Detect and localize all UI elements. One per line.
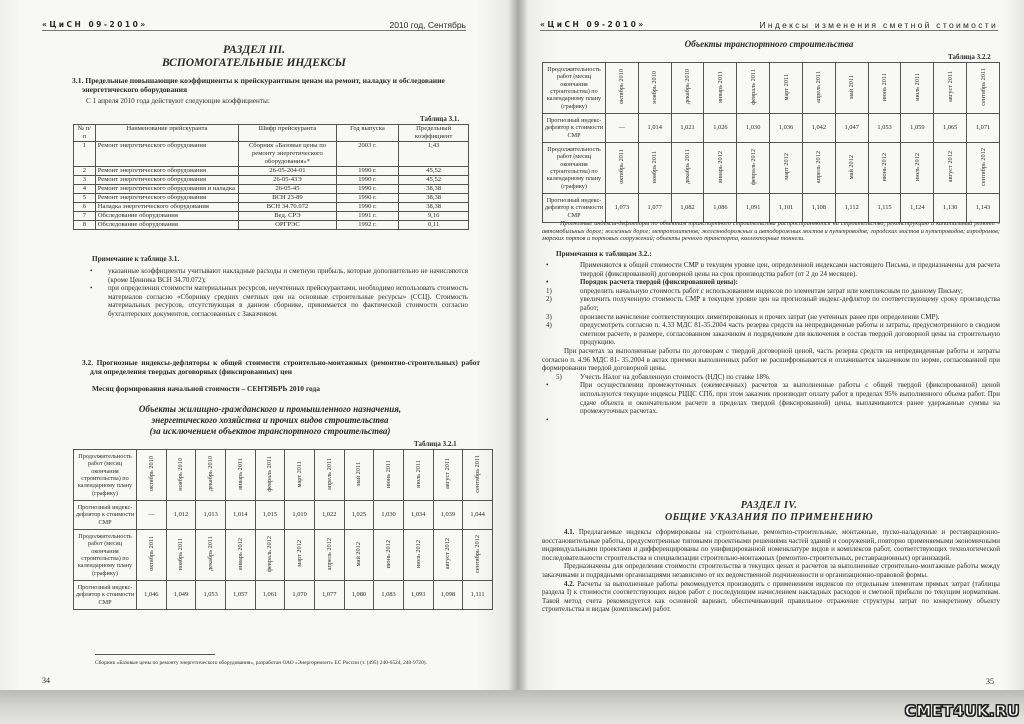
month-label: сентябрь 2011 (474, 454, 482, 493)
month-cell (704, 63, 737, 114)
table-cell: 45,52 (399, 167, 469, 176)
section-subtitle: ВСПОМОГАТЕЛЬНЫЕ ИНДЕКСЫ (162, 57, 346, 69)
index-value: 1,034 (403, 501, 433, 530)
row-label-period: Продолжительность работ (месяц окончания строительства) по календарному плану (графику) (543, 143, 606, 194)
month-label: сентябрь 2012 (474, 534, 482, 573)
index-value: 1,065 (934, 114, 967, 143)
section4-body (542, 528, 1000, 614)
index-value: 1,086 (704, 194, 737, 223)
month-cell (166, 530, 196, 581)
series-label: «ЦиСН 09-2010» (540, 20, 646, 29)
month-label: июнь 2012 (881, 152, 889, 182)
index-value: 1,030 (737, 114, 770, 143)
paragraph-4-1 (542, 528, 1000, 562)
period-row (74, 530, 493, 581)
s32-title: 3.2. Прогнозные индексы-дефляторы к общей стоимости строительно-монтажных (ремонтно-строительных) работ для определения твердых договорных (фиксированных) цен (82, 358, 480, 376)
table-cell: Ремонт энергетического оборудования (95, 142, 239, 167)
month-label: декабрь 2010 (207, 456, 215, 492)
month-cell (255, 450, 285, 501)
month-cell (835, 63, 868, 114)
scan-bottom-edge (0, 690, 1024, 724)
table-row (74, 167, 469, 176)
month-label: декабрь 2010 (684, 69, 692, 105)
transport-note: Прогнозные индексы-дефляторы по объектам транспортного строительства распространяются на строительство, реконструкцию и капитальный ремонт – автомобильных дорог; железных дорог; метрополитенов; железнодорожных и автодорожных мостов и путепроводов; городских мостов и путепроводов; аэродромов; морских портов и портовых сооружений; объекты речного транспорта, коллекторные тоннели. (542, 220, 1000, 243)
right-running-header (540, 20, 998, 31)
month-cell (374, 450, 404, 501)
note31-item: • указанные коэффициенты учитывают накладные расходы и сметную прибыль, которые дополнительно не начисляются (кроме Ценника ВСН 34.70.072); (90, 267, 468, 284)
month-label: июль 2011 (913, 72, 921, 101)
section4-title: РАЗДЕЛ IV. (740, 500, 798, 511)
month-label: ноябрь 2011 (177, 537, 185, 571)
month-cell (314, 530, 344, 581)
month-label: октябрь 2010 (618, 69, 626, 105)
row-label-period: Продолжительность работ (месяц окончания строительства) по календарному плану (графику) (74, 530, 137, 581)
table-cell: 4 (74, 185, 96, 194)
month-cell (166, 450, 196, 501)
table-3-2-1 (73, 449, 493, 610)
table-cell: 26-05-204-01 (239, 167, 336, 176)
table-3-1 (73, 124, 469, 230)
row-label-index: Прогнозный индекс-дефлятор к стоимости СМР (74, 501, 137, 530)
notes32-body (542, 261, 1000, 425)
month-cell (638, 63, 671, 114)
objects-line: энергетического хозяйства и прочих видов строительства (151, 415, 389, 425)
index-value: 1,012 (166, 501, 196, 530)
page-number-right: 35 (986, 677, 994, 686)
month-label: май 2011 (848, 74, 856, 99)
month-cell (285, 450, 315, 501)
table-cell: Вед. СРЭ (239, 212, 336, 221)
table-cell: 38,38 (399, 203, 469, 212)
index-value: 1,130 (934, 194, 967, 223)
order-step (542, 373, 1000, 382)
row-label-index: Прогнозный индекс-дефлятор к стоимости СМР (543, 194, 606, 223)
month-cell (137, 450, 167, 501)
watermark: СMET4UK.RU (904, 702, 1020, 720)
order-steps (542, 287, 1000, 347)
index-value: 1,091 (737, 194, 770, 223)
month-cell (196, 450, 226, 501)
table-row (74, 221, 469, 230)
month-cell (344, 530, 374, 581)
index-value: — (137, 501, 167, 530)
column-header: Год выпуска (336, 125, 399, 142)
note31-item-text: указанные коэффициенты учитывают накладные расходы и сметную прибыль, которые дополнительно не начисляются (кроме Ценника ВСН 34.70.072); (108, 267, 468, 284)
note31-item-text: при определении стоимости материальных ресурсов, неучтенных прейскурантами, необходимо использовать стоимость материалов согласно «Сборнику средних сметных цен на основные строительные ресурсы» (ССЦ). Стоимость материальных ресурсов, отсутствующая в данном сборнике, принимается по фактической стоимости согласно бухгалтерских документов, согласованных с Заказчиком. (108, 284, 468, 318)
month-label: февраль 2012 (266, 535, 274, 572)
column-header: № п/п (74, 125, 96, 142)
index-value: 1,108 (802, 194, 835, 223)
table-cell: 26-05-45 (239, 185, 336, 194)
order-heading: • Порядок расчета твердой (фиксированной цены): (546, 278, 738, 287)
period-row (74, 450, 493, 501)
table-cell: ВСН 34.70.072 (239, 203, 336, 212)
order-title: Порядок расчета твердой (фиксированной цены): (580, 278, 738, 287)
month-label: февраль 2011 (749, 68, 757, 105)
row-label-period: Продолжительность работ (месяц окончания строительства) по календарному плану (графику) (74, 450, 137, 501)
para-text: Предлагаемые индексы сформированы на строительные, ремонтно-строительные, монтажные, пуско-наладочные и реставрационно-восстановительные работы, предусмотренные типовыми проектными решениями частей зданий и сооружений, повторно применяемыми экономичными индивидуальными проектами и дифференцированы по унифицированной номенклатуре видов и комплексов работ, соответствующих технологической последовательности строительства и специализации строительно-монтажных (ремонтно-строительных, реставрационных) организаций. (542, 528, 1000, 562)
month-cell (344, 450, 374, 501)
index-value: 1,021 (671, 114, 704, 143)
table-cell: Обследование оборудования (95, 212, 239, 221)
table-cell: 6 (74, 203, 96, 212)
s32-objects-heading (70, 404, 470, 437)
table-header-row (74, 125, 469, 142)
column-header: Шифр прейскуранта (239, 125, 336, 142)
footnote: Сборник «Базовые цены по ремонту энергетического оборудования», разработан ОАО «Энергоремонт» ЕС России (т. (495) 240-6524, 240-9720). (95, 660, 427, 666)
month-label: май 2011 (355, 461, 363, 486)
left-page (0, 0, 518, 700)
month-label: июнь 2012 (385, 539, 393, 569)
order-step (542, 287, 1000, 296)
step-text: произвести начисление соответствующих лимитированных и прочих затрат (не учтенных ранее при определении СМР). (580, 312, 940, 321)
row-label-period: Продолжительность работ (месяц окончания строительства) по календарному плану (графику) (543, 63, 606, 114)
table-cell: 3 (74, 176, 96, 185)
month-cell (868, 63, 901, 114)
month-cell (225, 530, 255, 581)
table-3-2-2 (542, 62, 1000, 223)
month-label: февраль 2011 (266, 455, 274, 492)
month-label: декабрь 2011 (207, 536, 215, 572)
table-cell: 1991 г. (336, 212, 399, 221)
index-value: 1,112 (835, 194, 868, 223)
step-number: 5) (556, 372, 562, 381)
interim-bullet-text: При осуществлении промежуточных (ежемесячных) расчетов за выполненные работы с общей твердой (фиксированной) ценой используются текущие индексы РЦЦС СПб, при этом заказчик производит оплату работ в пределах 95% выполненного объема работ. При сдаче объекта и окончательном расчете в пределах твердой (фиксированной) цены, выплачиваются ранее удержанные суммы на промежуточных расчетах. (580, 381, 1000, 416)
right-page (518, 0, 1024, 700)
month-label: октябрь 2011 (618, 149, 626, 185)
table-row (74, 194, 469, 203)
index-value: 1,025 (344, 501, 374, 530)
index-row (543, 194, 1000, 223)
period-row (543, 143, 1000, 194)
reserve-paragraph: При расчетах за выполненные работы по договорам с твердой договорной ценой, часть резерва средств на непредвиденные работы и затраты согласно п. 4.96 МДС 81- 35.2004 в актах приемки выполненных работ не расшифровывается и оплачивается заказчиком по норме, согласованной при формировании твердой договорной цены. (542, 346, 1000, 373)
month-cell (463, 530, 493, 581)
table-row (74, 176, 469, 185)
month-cell (403, 530, 433, 581)
transport-objects-title: Объекты транспортного строительства (684, 39, 854, 49)
note31-item: • при определении стоимости материальных ресурсов, неучтенных прейскурантами, необходимо использовать стоимость материалов согласно «Сборнику средних сметных цен на основные строительные ресурсы» (ССЦ). Стоимость материальных ресурсов, отсутствующая в данном сборнике, принимается по фактической стоимости согласно бухгалтерских документов, согласованных с Заказчиком. (90, 284, 468, 318)
month-cell (770, 143, 803, 194)
table-cell: 5 (74, 194, 96, 203)
month-label: апрель 2011 (325, 457, 333, 490)
month-cell (671, 143, 704, 194)
paragraph-4-1b: Предназначены для определения стоимости строительства в текущих ценах и расчетов за выполненные строительно-монтажные работы между заказчиками и подрядными организациями независимо от их ведомственной подчиненности и организационно-правовой формы. (542, 562, 1000, 579)
table-cell: Обследование оборудования (95, 221, 239, 230)
notes32-bullet-text: Применяются к общей стоимости СМР в текущем уровне цен, определенной индексами настоящего Письма, и предназначены для расчета твердой (фиксированной) договорной цены на срок производства работ (от 2 до 24 месяцев). (580, 261, 1000, 278)
index-value: 1,071 (967, 114, 1000, 143)
table-cell: 38,38 (399, 194, 469, 203)
index-value: 1,049 (166, 581, 196, 610)
section-title: РАЗДЕЛ III. (223, 44, 285, 56)
index-value: 1,030 (374, 501, 404, 530)
row-label-index: Прогнозный индекс-дефлятор к стоимости СМР (74, 581, 137, 610)
index-value: 1,057 (225, 581, 255, 610)
table-cell: 1990 г. (336, 176, 399, 185)
index-value: 1,053 (196, 581, 226, 610)
index-value: 1,061 (255, 581, 285, 610)
note31-list (86, 267, 468, 319)
column-header: Предельный коэффициент (399, 125, 469, 142)
month-label: май 2012 (355, 541, 363, 566)
page-number-left: 34 (42, 676, 50, 685)
index-value: 1,070 (285, 581, 315, 610)
table-cell: 1990 г. (336, 194, 399, 203)
notes32-title: Примечания к таблицам 3.2.: (556, 250, 652, 258)
index-row (74, 501, 493, 530)
table-cell: Наладка энергетического оборудования (95, 203, 239, 212)
table-cell: 26-05-43Э (239, 176, 336, 185)
table-cell: ОРГРЭС (239, 221, 336, 230)
month-cell (967, 63, 1000, 114)
month-label: июль 2011 (414, 459, 422, 488)
index-value: 1,098 (433, 581, 463, 610)
month-label: январь 2011 (716, 70, 724, 103)
step-number: 2) (546, 295, 552, 304)
table-cell: 2003 г. (336, 142, 399, 167)
period-row (543, 63, 1000, 114)
index-value: 1,080 (344, 581, 374, 610)
step-number: 3) (546, 312, 552, 321)
month-cell (255, 530, 285, 581)
series-label: «ЦиСН 09-2010» (42, 20, 148, 29)
month-cell (802, 143, 835, 194)
footnote-rule (95, 654, 215, 655)
index-value: 1,047 (835, 114, 868, 143)
section4-heading (540, 500, 998, 524)
month-cell (196, 530, 226, 581)
index-value: 1,124 (901, 194, 934, 223)
index-value: — (606, 114, 639, 143)
table-cell: 7 (74, 212, 96, 221)
order-step (542, 295, 1000, 312)
index-value: 1,019 (285, 501, 315, 530)
table-cell: Сборник «Базовые цены по ремонту энергетического оборудования»* (239, 142, 336, 167)
index-value: 1,026 (704, 114, 737, 143)
index-value: 1,083 (374, 581, 404, 610)
step-number: 4) (546, 321, 552, 330)
step-text: предусмотреть согласно п. 4.33 МДС 81-35.2004 часть резерва средств на непредвиденные работы и затраты, предусмотренного в сводном сметном расчете, в размере, согласованном заказчиком и подрядчиком для включения в состав твердой договорной цены на строительную продукцию. (580, 321, 1000, 347)
table-cell: 1 (74, 142, 96, 167)
month-cell (314, 450, 344, 501)
month-label: август 2011 (444, 458, 452, 490)
month-cell (137, 530, 167, 581)
index-value: 1,082 (671, 194, 704, 223)
month-label: ноябрь 2011 (651, 150, 659, 184)
table-cell: Ремонт энергетического оборудования (95, 194, 239, 203)
table-row (74, 212, 469, 221)
index-value: 1,073 (606, 194, 639, 223)
index-value: 1,143 (967, 194, 1000, 223)
month-cell (225, 450, 255, 501)
table-cell: Ремонт энергетического оборудования (95, 167, 239, 176)
month-label: январь 2011 (236, 457, 244, 490)
table-cell: Ремонт энергетического оборудования (95, 176, 239, 185)
month-label: июнь 2011 (385, 459, 393, 488)
table-cell: 9,16 (399, 212, 469, 221)
month-label: март 2012 (782, 153, 790, 181)
month-cell (638, 143, 671, 194)
left-running-header (42, 20, 466, 31)
step-text: Учесть Налог на добавленную стоимость (НДС) по ставке 18%. (580, 372, 771, 381)
s31-intro: С 1 апреля 2010 года действуют следующие коэффициенты: (86, 97, 270, 105)
index-value: 1,053 (868, 114, 901, 143)
month-cell (737, 63, 770, 114)
table-cell: 0,11 (399, 221, 469, 230)
index-value: 1,015 (255, 501, 285, 530)
month-label: апрель 2012 (325, 537, 333, 570)
month-label: сентябрь 2011 (979, 67, 987, 106)
index-value: 1,111 (463, 581, 493, 610)
table-cell: 1990 г. (336, 185, 399, 194)
month-label: июнь 2011 (881, 72, 889, 101)
book-title: Индексы изменения сметной стоимости (759, 20, 998, 30)
month-cell (901, 63, 934, 114)
table-cell: 1992 г. (336, 221, 399, 230)
row-label-index: Прогнозный индекс-дефлятор к стоимости СМР (543, 114, 606, 143)
month-label: октябрь 2011 (147, 536, 155, 572)
issue-date: 2010 год, Сентябрь (389, 20, 466, 30)
month-cell (934, 143, 967, 194)
s31-title: 3.1. Предельные повышающие коэффициенты к прейскурантным ценам на ремонт, наладку и обследование энергетического оборудования (72, 76, 445, 95)
month-cell (868, 143, 901, 194)
column-header: Наименование прейскуранта (95, 125, 239, 142)
order-step (542, 313, 1000, 322)
month-cell (737, 143, 770, 194)
month-label: июль 2012 (414, 539, 422, 568)
table322-caption: Таблица 3.2.2 (948, 53, 991, 61)
order-step (542, 321, 1000, 347)
index-value: 1,077 (314, 581, 344, 610)
index-value: 1,046 (137, 581, 167, 610)
month-label: январь 2012 (716, 150, 724, 183)
month-label: октябрь 2010 (147, 456, 155, 492)
index-value: 1,022 (314, 501, 344, 530)
index-value: 1,093 (403, 581, 433, 610)
note31-title: Примечание к таблице 3.1. (92, 255, 180, 263)
section4-subtitle: ОБЩИЕ УКАЗАНИЯ ПО ПРИМЕНЕНИЮ (664, 512, 874, 523)
index-value: 1,014 (225, 501, 255, 530)
month-label: март 2011 (296, 460, 304, 488)
objects-line: (за исключением объектов транспортного строительства) (149, 426, 391, 436)
index-value: 1,036 (770, 114, 803, 143)
para-number: 4.2. (564, 579, 575, 588)
step-text: определить начальную стоимость работ с использованием индексов по элементам затрат или комплексным по данному Письму; (580, 286, 963, 295)
month-cell (802, 63, 835, 114)
empty-bullet: • (546, 415, 549, 424)
index-value: 1,101 (770, 194, 803, 223)
index-value: 1,013 (196, 501, 226, 530)
table-cell: 45,52 (399, 176, 469, 185)
index-value: 1,077 (638, 194, 671, 223)
month-label: август 2012 (444, 538, 452, 570)
month-cell (606, 63, 639, 114)
month-cell (770, 63, 803, 114)
step-number: 1) (546, 286, 552, 295)
index-value: 1,044 (463, 501, 493, 530)
month-cell (374, 530, 404, 581)
table-cell: 2 (74, 167, 96, 176)
table-cell: ВСН 23-89 (239, 194, 336, 203)
table-row (74, 203, 469, 212)
table321-caption: Таблица 3.2.1 (414, 440, 457, 448)
book-gutter (508, 0, 528, 700)
month-label: апрель 2011 (815, 70, 823, 103)
table-row (74, 142, 469, 167)
table-cell: 1990 г. (336, 167, 399, 176)
table-cell: 8 (74, 221, 96, 230)
index-value: 1,059 (901, 114, 934, 143)
month-cell (285, 530, 315, 581)
month-label: май 2012 (848, 154, 856, 179)
index-value: 1,042 (802, 114, 835, 143)
month-label: февраль 2012 (749, 148, 757, 185)
index-value: 1,115 (868, 194, 901, 223)
month-label: январь 2012 (236, 537, 244, 570)
index-row (543, 114, 1000, 143)
step-text: увеличить полученную стоимость СМР в текущем уровне цен на прогнозный индекс-дефлятор по соответствующему сроку производства работ; (580, 295, 1000, 312)
table-cell: 1990 г. (336, 203, 399, 212)
month-cell (671, 63, 704, 114)
notes32-bullet: • Применяются к общей стоимости СМР в текущем уровне цен, определенной индексами настоящего Письма, и предназначены для расчета твердой (фиксированной) договорной цены на срок производства работ (от 2 до 24 месяцев). (546, 261, 1000, 278)
month-label: август 2011 (946, 71, 954, 103)
interim-bullet: • При осуществлении промежуточных (ежемесячных) расчетов за выполненные работы с общей твердой (фиксированной) ценой используются текущие индексы РЦЦС СПб, при этом заказчик производит оплату работ в пределах 95% выполненного объема работ. При сдаче объекта и окончательном расчете в пределах твердой (фиксированной) цены, выплачиваются ранее удержанные суммы на промежуточных расчетах. (546, 381, 1000, 416)
table31-caption: Таблица 3.1. (420, 115, 460, 123)
section-heading (42, 44, 466, 70)
para-number: 4.1. (564, 528, 575, 536)
month-label: август 2012 (946, 151, 954, 183)
month-label: сентябрь 2012 (979, 147, 987, 186)
objects-line: Объекты жилищно-гражданского и промышленного назначения, (138, 404, 402, 414)
index-value: 1,039 (433, 501, 463, 530)
month-cell (901, 143, 934, 194)
index-value: 1,014 (638, 114, 671, 143)
index-row (74, 581, 493, 610)
month-label: март 2012 (296, 540, 304, 568)
table-row (74, 185, 469, 194)
month-cell (463, 450, 493, 501)
table-cell: 38,38 (399, 185, 469, 194)
month-cell (835, 143, 868, 194)
para-text: Расчеты за выполненные работы рекомендуется производить с применением индексов по отдельным элементам прямых затрат (таблицы раздела I) к стоимости соответствующих видов работ с последующим начислением накладных расходов и сметной прибыли по текущим нормативам. Такой метод счета рекомендуется как основной вариант, обеспечивающий правильное отражение структуры затрат по конкретному объекту строительства и видам (комплексам) работ. (542, 579, 1000, 614)
month-cell (606, 143, 639, 194)
paragraph-4-2 (542, 580, 1000, 614)
month-label: март 2011 (782, 73, 790, 101)
month-label: ноябрь 2010 (177, 457, 185, 491)
table-cell: 1,43 (399, 142, 469, 167)
month-cell (433, 530, 463, 581)
month-cell (934, 63, 967, 114)
month-cell (433, 450, 463, 501)
month-label: апрель 2012 (815, 150, 823, 183)
month-cell (704, 143, 737, 194)
month-label: декабрь 2011 (684, 149, 692, 185)
table-cell: Ремонт энергетического оборудования и наладка (95, 185, 239, 194)
month-label: июль 2012 (913, 152, 921, 181)
month-label: ноябрь 2010 (651, 70, 659, 104)
month-cell (403, 450, 433, 501)
s32-month: Месяц формирования начальной стоимости – СЕНТЯБРЬ 2010 года (92, 384, 320, 393)
month-cell (967, 143, 1000, 194)
